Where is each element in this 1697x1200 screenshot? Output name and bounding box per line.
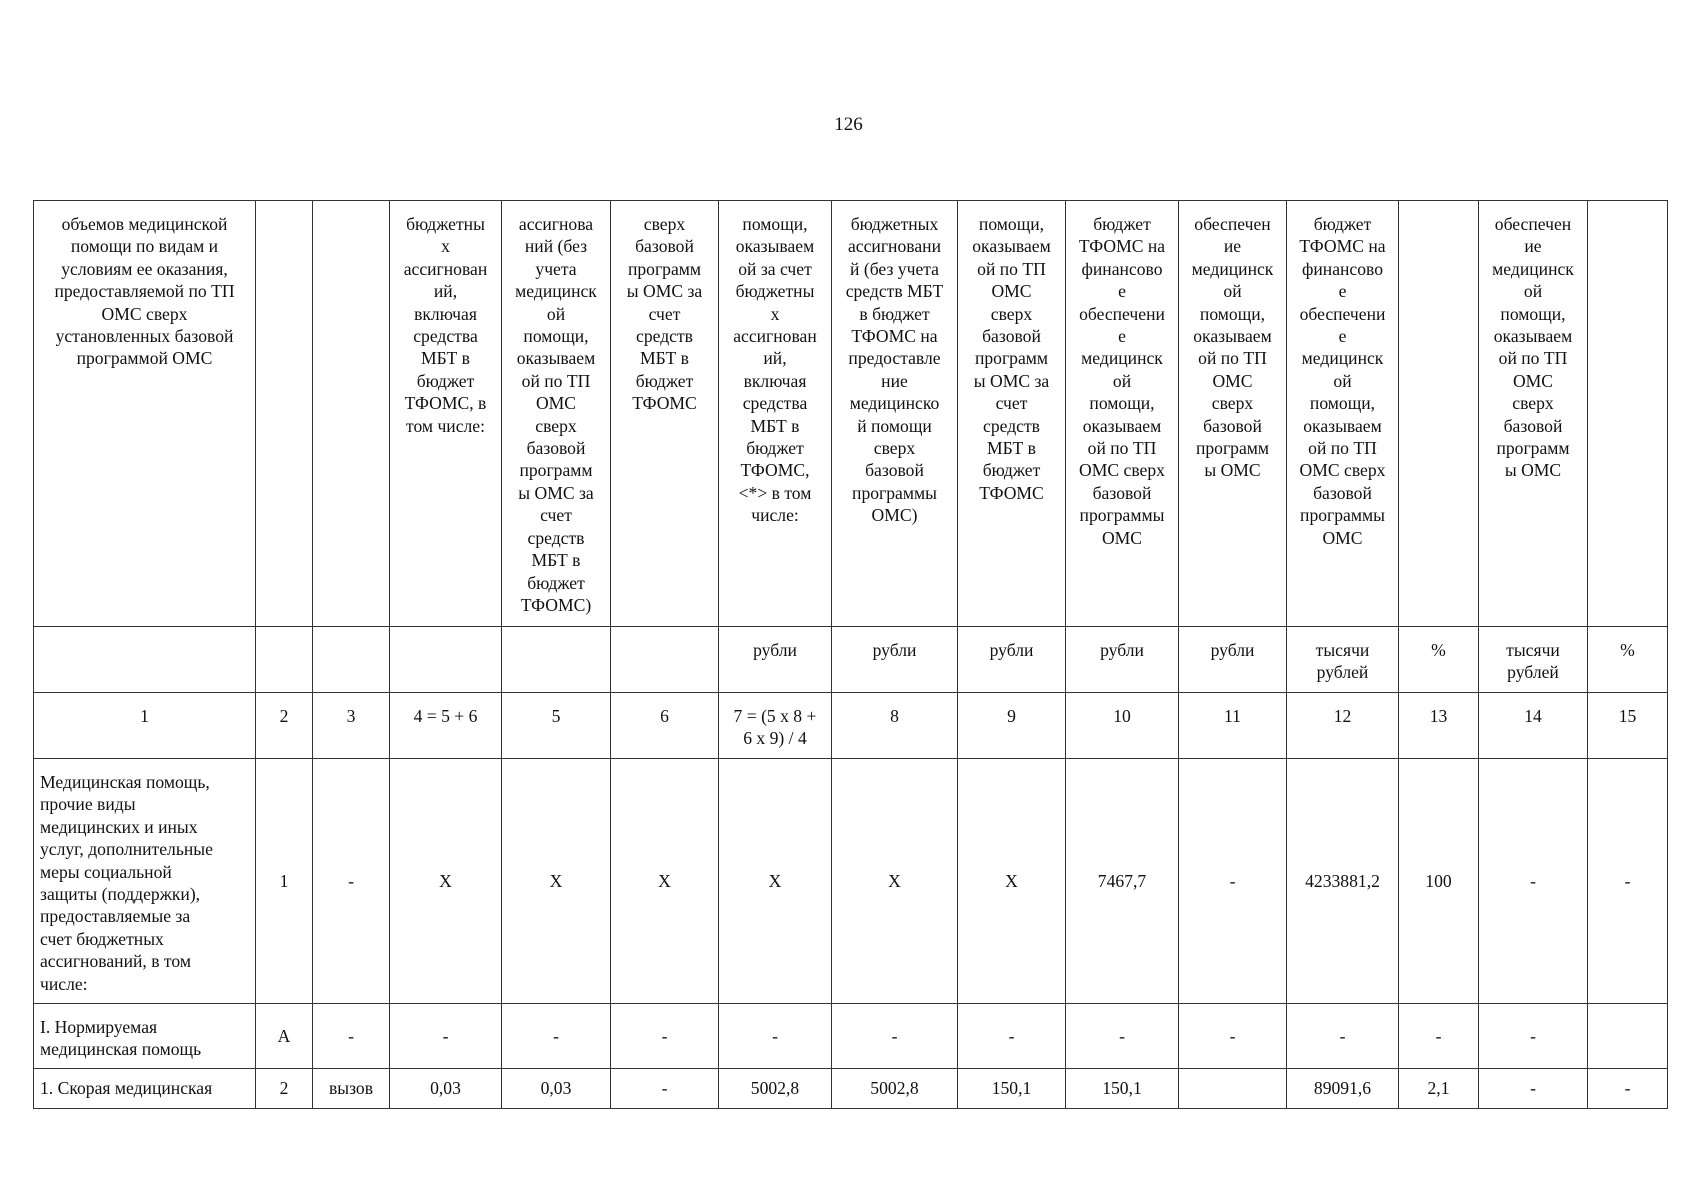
table-cell: 1	[256, 759, 313, 1004]
table-cell: -	[719, 1004, 832, 1069]
table-cell	[1179, 1069, 1287, 1109]
table-cell: -	[502, 1004, 611, 1069]
header-cell: бюджетных ассигновани й (без учета средств МБТ в бюджет ТФОМС на предоставле ние медицинско й помощи сверх базовой программы ОМС)	[832, 201, 958, 627]
table-cell: 0,03	[502, 1069, 611, 1109]
table-cell: -	[1179, 759, 1287, 1004]
table-cell: X	[719, 759, 832, 1004]
column-number-cell: 12	[1287, 693, 1399, 759]
unit-cell: рубли	[719, 627, 832, 693]
unit-cell	[502, 627, 611, 693]
table-cell: X	[958, 759, 1066, 1004]
table-cell: -	[1588, 1069, 1668, 1109]
header-cell: бюджетны х ассигнован ий, включая средства МБТ в бюджет ТФОМС, в том числе:	[390, 201, 502, 627]
header-cell: помощи, оказываем ой по ТП ОМС сверх базовой программ ы ОМС за счет средств МБТ в бюджет ТФОМС	[958, 201, 1066, 627]
header-cell: обеспечен ие медицинск ой помощи, оказываем ой по ТП ОМС сверх базовой программ ы ОМС	[1479, 201, 1588, 627]
unit-cell: рубли	[832, 627, 958, 693]
column-number-cell: 10	[1066, 693, 1179, 759]
row-label-cell: 1. Скорая медицинская	[34, 1069, 256, 1109]
table-row	[34, 759, 1668, 1004]
column-number-cell: 4 = 5 + 6	[390, 693, 502, 759]
table-cell: -	[390, 1004, 502, 1069]
table-cell: X	[611, 759, 719, 1004]
header-cell: сверх базовой программ ы ОМС за счет средств МБТ в бюджет ТФОМС	[611, 201, 719, 627]
unit-cell	[256, 627, 313, 693]
table-cell: -	[611, 1004, 719, 1069]
table-cell: -	[1479, 1069, 1588, 1109]
table-row	[34, 1069, 1668, 1109]
table-cell: -	[958, 1004, 1066, 1069]
unit-cell	[390, 627, 502, 693]
table-cell: -	[1399, 1004, 1479, 1069]
header-cell: ассигнова ний (без учета медицинск ой помощи, оказываем ой по ТП ОМС сверх базовой программ ы ОМС за счет средств МБТ в бюджет ТФОМС)	[502, 201, 611, 627]
column-number-cell: 6	[611, 693, 719, 759]
table-cell	[1588, 1004, 1668, 1069]
header-cell: объемов медицинской помощи по видам и условиям ее оказания, предоставляемой по ТП ОМС сверх установленных базовой программой ОМС	[34, 201, 256, 627]
row-label-cell: Медицинская помощь, прочие виды медицинских и иных услуг, дополнительные меры социальной защиты (поддержки), предоставляемые за счет бюджетных ассигнований, в том числе:	[34, 759, 256, 1004]
header-cell	[256, 201, 313, 627]
unit-cell	[34, 627, 256, 693]
budget-table	[33, 200, 1668, 1109]
column-number-cell: 2	[256, 693, 313, 759]
table-cell: 2,1	[1399, 1069, 1479, 1109]
table-cell: -	[1588, 759, 1668, 1004]
table-cell: X	[390, 759, 502, 1004]
table-cell: 150,1	[1066, 1069, 1179, 1109]
table-cell: -	[313, 1004, 390, 1069]
table-cell: 89091,6	[1287, 1069, 1399, 1109]
table-cell: 5002,8	[832, 1069, 958, 1109]
page-number: 126	[834, 114, 863, 135]
header-row	[34, 201, 1668, 627]
table-cell: А	[256, 1004, 313, 1069]
unit-cell: %	[1588, 627, 1668, 693]
header-cell: бюджет ТФОМС на финансово е обеспечени е медицинск ой помощи, оказываем ой по ТП ОМС сверх базовой программы ОМС	[1066, 201, 1179, 627]
table-cell: X	[832, 759, 958, 1004]
table-cell: -	[611, 1069, 719, 1109]
column-number-cell: 14	[1479, 693, 1588, 759]
unit-cell	[611, 627, 719, 693]
table-cell: -	[1479, 1004, 1588, 1069]
column-number-cell: 7 = (5 x 8 + 6 x 9) / 4	[719, 693, 832, 759]
column-number-cell: 9	[958, 693, 1066, 759]
header-cell: бюджет ТФОМС на финансово е обеспечени е медицинск ой помощи, оказываем ой по ТП ОМС сверх базовой программы ОМС	[1287, 201, 1399, 627]
table-cell: 4233881,2	[1287, 759, 1399, 1004]
unit-cell: рубли	[1179, 627, 1287, 693]
table-cell: вызов	[313, 1069, 390, 1109]
header-cell: обеспечен ие медицинск ой помощи, оказываем ой по ТП ОМС сверх базовой программ ы ОМС	[1179, 201, 1287, 627]
unit-cell: рубли	[958, 627, 1066, 693]
table-cell: 5002,8	[719, 1069, 832, 1109]
header-cell	[1399, 201, 1479, 627]
table-cell: 0,03	[390, 1069, 502, 1109]
column-numbers-row	[34, 693, 1668, 759]
table-cell: -	[1287, 1004, 1399, 1069]
table-cell: -	[832, 1004, 958, 1069]
table-cell: 2	[256, 1069, 313, 1109]
header-cell	[1588, 201, 1668, 627]
unit-cell: рубли	[1066, 627, 1179, 693]
column-number-cell: 13	[1399, 693, 1479, 759]
column-number-cell: 3	[313, 693, 390, 759]
table-cell: 150,1	[958, 1069, 1066, 1109]
row-label-cell: I. Нормируемая медицинская помощь	[34, 1004, 256, 1069]
header-cell	[313, 201, 390, 627]
unit-cell: %	[1399, 627, 1479, 693]
unit-cell: тысячи рублей	[1287, 627, 1399, 693]
table-row	[34, 1004, 1668, 1069]
column-number-cell: 15	[1588, 693, 1668, 759]
unit-cell	[313, 627, 390, 693]
unit-cell: тысячи рублей	[1479, 627, 1588, 693]
table-cell: -	[313, 759, 390, 1004]
table-cell: 100	[1399, 759, 1479, 1004]
table-cell: X	[502, 759, 611, 1004]
table-cell: -	[1179, 1004, 1287, 1069]
table-cell: -	[1066, 1004, 1179, 1069]
column-number-cell: 11	[1179, 693, 1287, 759]
column-number-cell: 8	[832, 693, 958, 759]
column-number-cell: 5	[502, 693, 611, 759]
header-cell: помощи, оказываем ой за счет бюджетны х ассигнован ий, включая средства МБТ в бюджет ТФОМС, <*> в том числе:	[719, 201, 832, 627]
units-row	[34, 627, 1668, 693]
table-cell: -	[1479, 759, 1588, 1004]
table-cell: 7467,7	[1066, 759, 1179, 1004]
column-number-cell: 1	[34, 693, 256, 759]
